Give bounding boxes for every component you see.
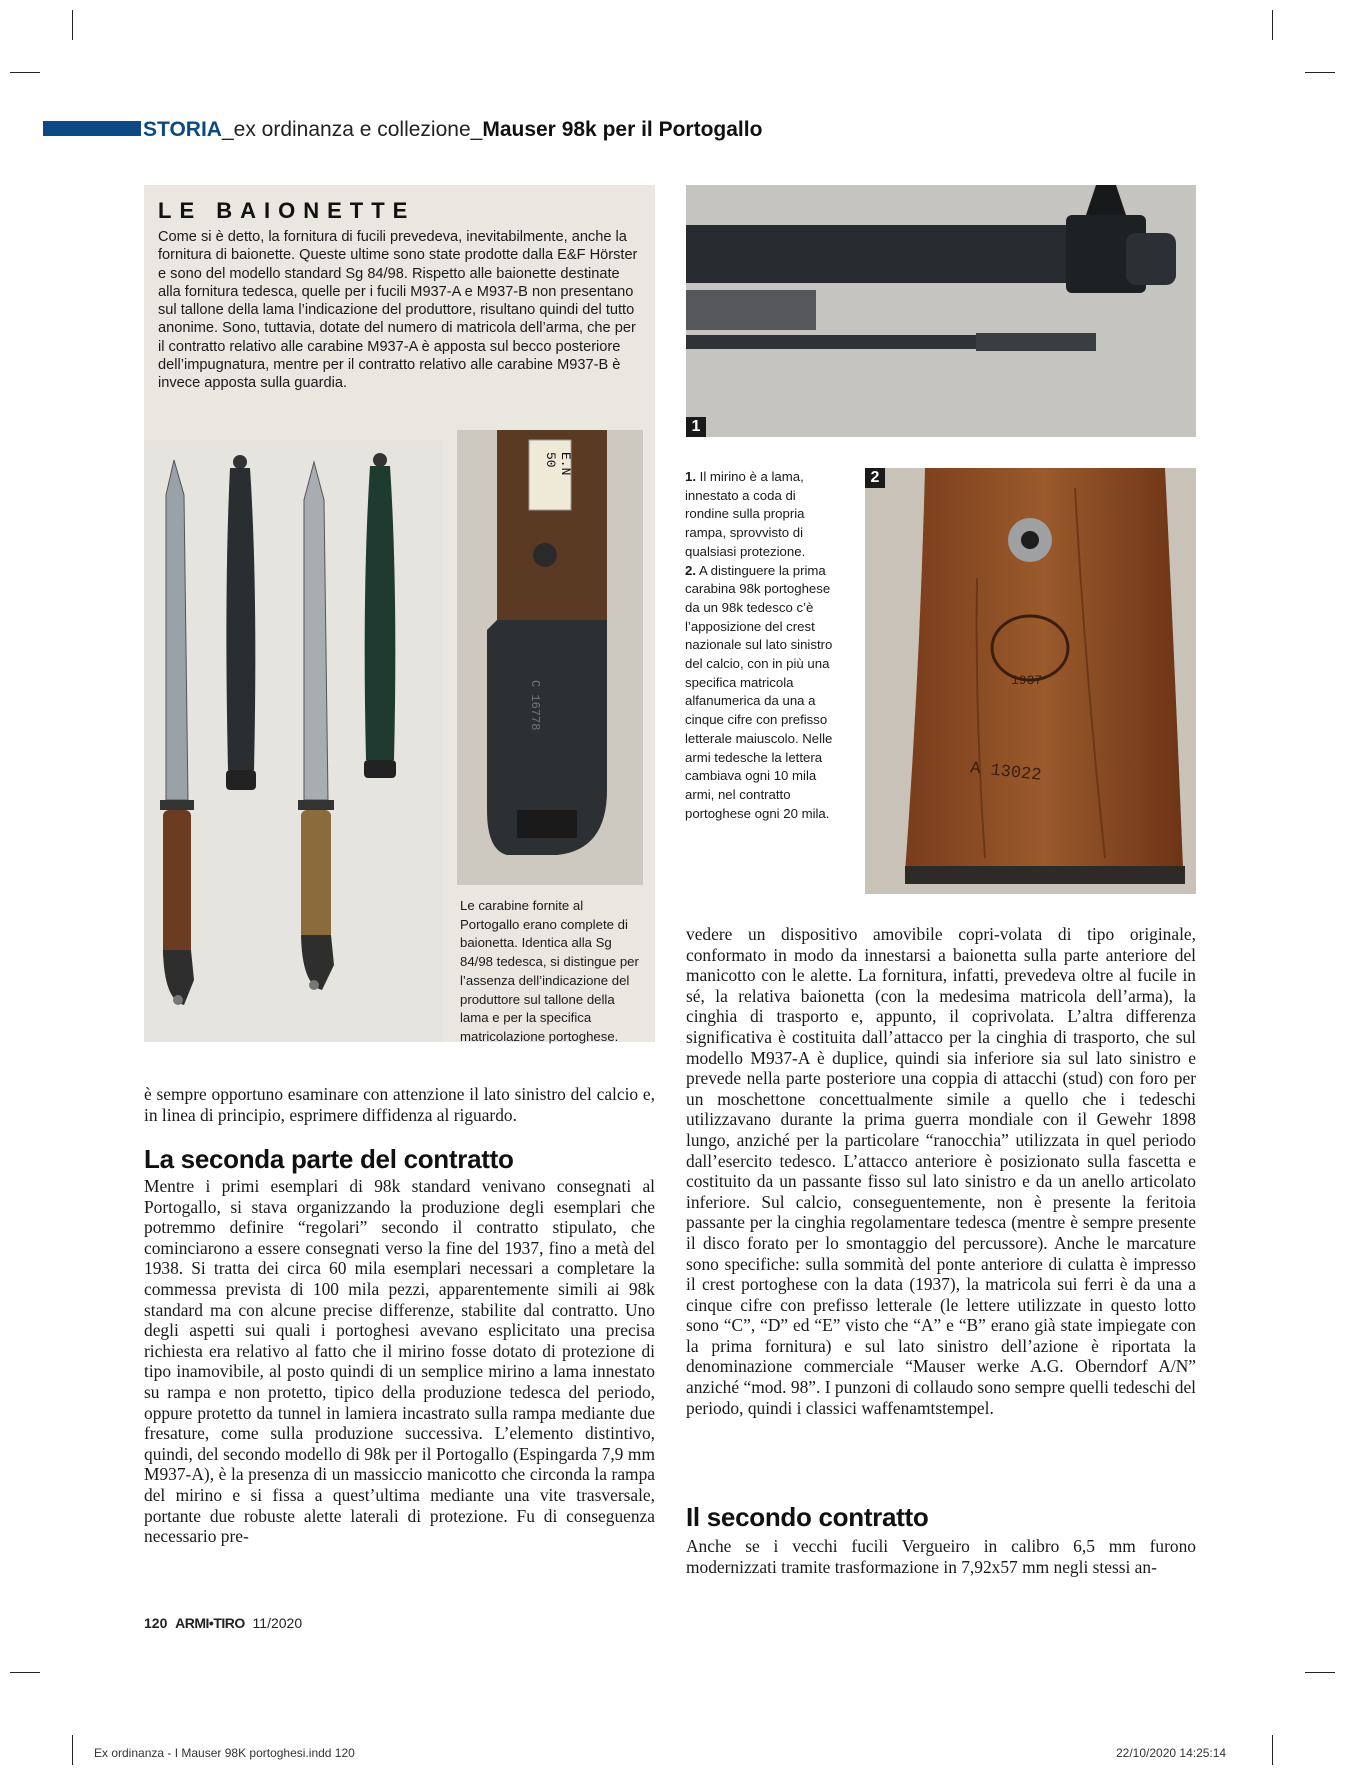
- right-column-closing: Anche se i vecchi fucili Vergueiro in calibro 6,5 mm furono modernizzati tramite trasformazione in 7,92x57 mm negli stessi an-: [686, 1536, 1196, 1577]
- header-text: [143, 118, 762, 142]
- running-header: [43, 118, 1343, 142]
- crop-mark: [72, 1735, 73, 1765]
- bayonet-grip-photo: [457, 430, 643, 885]
- caption-2-number: 2.: [685, 562, 696, 578]
- barrel-illustration: [686, 185, 1196, 437]
- sidebar-text: Come si è detto, la fornitura di fucili prevedeva, inevitabilmente, anche la fornitura di baionette. Queste ultime sono state prodotte dalla E&F Hörster e sono del modello standard Sg 84/98. Rispetto alle baionette destinate alla fornitura tedesca, quelle per i fucili M937-A e M937-B non presentano sul tallone della lama l’indicazione del produttore, risultano quindi del tutto anonime. Sono, tuttavia, dotate del numero di matricola dell’arma, che per il contratto relativo alle carabine M937-A è apposta sul becco posteriore dell’impugnatura, mentre per il contratto relativo alle carabine M937-B è invece apposta sulla guardia.: [158, 229, 638, 392]
- crop-mark: [10, 1672, 40, 1673]
- scabbard-tag-text: E.N 50: [543, 452, 573, 476]
- stock-crest-year: 1937: [1011, 673, 1043, 688]
- bayonets-photo: [144, 440, 443, 1042]
- section-heading-secondo-contratto: Il secondo contratto: [686, 1502, 929, 1532]
- grip-serial-text: C 16778: [528, 680, 542, 731]
- subsection-label: _ex ordinanza e collezione_: [221, 118, 483, 141]
- bayonets-illustration: [144, 440, 443, 1042]
- article-title: Mauser 98k per il Portogallo: [482, 118, 763, 141]
- caption-1-text: Il mirino è a lama, innestato a coda di rondine sulla propria rampa, sprovvisto di qualsiasi protezione.: [685, 469, 806, 559]
- crop-mark: [1305, 1672, 1335, 1673]
- issue-date: 11/2020: [252, 1615, 303, 1631]
- sidebar-title: LE BAIONETTE: [158, 198, 416, 223]
- caption-1-number: 1.: [685, 469, 696, 484]
- crop-mark: [1272, 1735, 1273, 1765]
- photo-1-badge: 1: [686, 417, 706, 437]
- left-column-intro: è sempre opportuno esaminare con attenzione il lato sinistro del calcio e, in linea di principio, esprimere diffidenza al riguardo.: [144, 1084, 655, 1125]
- left-column-paragraph: Mentre i primi esemplari di 98k standard venivano consegnati al Portogallo, si stava organizzando la produzione degli esemplari che potremmo definire “regolari” secondo il contratto stipulato, che cominciarono a essere consegnati verso la fine del 1937, fino a metà del 1938. Si tratta dei circa 60 mila esemplari necessari a completare la commessa prevista di 100 mila pezzi, apparentemente simili ai 98k standard ma con alcune precise differenze, stabilite dal contratto. Uno degli aspetti sui quali i portoghesi avevano esplicitato una precisa richiesta era relativo al fatto che il mirino fosse dotato di protezione di tipo inamovibile, al posto quindi di un semplice mirino a lama innestato su rampa e non protetto, tipico della produzione tedesca del periodo, oppure protetto da tunnel in lamiera incastrato sulla rampa mediante due fresature, come sulla produzione successiva. L’elemento distintivo, quindi, del secondo modello di 98k per il Portogallo (Espingarda 7,9 mm M937-A), è la presenza di un massiccio manicotto che circonda la rampa del mirino e si fissa a quest’ultima mediante una vite trasversale, portante due robuste alette laterali di protezione. Fu di conseguenza necessario pre-: [144, 1176, 655, 1547]
- photo-captions: [685, 468, 837, 823]
- magazine-logo: ARMI•TIRO: [175, 1615, 245, 1631]
- crop-mark: [1272, 10, 1273, 40]
- section-color-bar: [43, 121, 141, 136]
- crop-mark: [10, 72, 40, 73]
- grip-illustration: [457, 430, 643, 885]
- section-label: STORIA: [143, 118, 222, 141]
- photo-2-badge: 2: [865, 468, 885, 488]
- bayonets-caption: Le carabine fornite al Portogallo erano complete di baionetta. Identica alla Sg 84/98 tedesca, si distingue per l’assenza dell’indicazione del produttore sul tallone della lama e per la specifica matricolazione portoghese.: [460, 898, 639, 1044]
- stock-serial: A 13022: [969, 759, 1043, 786]
- stock-photo: [865, 468, 1196, 894]
- caption-2-text: A distinguere la prima carabina 98k portoghese da un 98k tedesco c’è l’apposizione del crest nazionale sul lato sinistro del calcio, con in più una specifica matricola alfanumerica da una a cinque cifre con prefisso letterale maiuscolo. Nelle armi tedesche la lettera cambiava ogni 10 mila armi, nel contratto portoghese ogni 20 mila.: [685, 562, 833, 821]
- crop-mark: [1305, 72, 1335, 73]
- right-column-paragraph: vedere un dispositivo amovibile copri-volata di tipo originale, conformato in modo da innestarsi a baionetta sulla parte anteriore del manicotto con le alette. La fornitura, infatti, prevedeva oltre al fucile in sé, la relativa baionetta (con la medesima matricola dell’arma), la cinghia di trasporto e, appunto, il coprivolata. L’altra differenza significativa è costituita dall’attacco per la cinghia di trasporto, che sul modello M937-A è duplice, quindi sia inferiore sia sul lato sinistro e prevede nella parte posteriore una coppia di attacchi (stud) con foro per un moschettone concettualmente simile a quello che i tedeschi utilizzavano durante la prima guerra mondiale con il Gewehr 1898 lungo, anziché per la particolare “ranocchia” utilizzata in quel periodo dall’esercito tedesco. L’attacco anteriore è posizionato sulla fascetta e costituito da un passante fisso sul lato sinistro e da un anello articolato inferiore. Sul calcio, conseguentemente, non è presente la feritoia passante per la cinghia regolamentare tedesca (mentre è sempre presente il disco forato per lo smontaggio del percussore). Anche le marcature sono specifiche: sulla sommità del ponte anteriore di culatta è impresso il crest portoghese con la data (1937), la matricola sui ferri è da una a cinque cifre con prefisso letterale (le lettere utilizzate in questo lotto sono “C”, “D” ed “E” visto che “A” e “B” erano già state impiegate con la prima fornitura) e sul lato sinistro dell’azione è riportata la denominazione commerciale “Mauser werke A.G. Oberndorf A/N” anziché “mod. 98”. I punzoni di collaudo sono sempre quelli tedeschi del periodo, quindi i classici waffenamtstempel.: [686, 924, 1196, 1418]
- barrel-photo: [686, 185, 1196, 437]
- crop-mark: [72, 10, 73, 40]
- page-number: 120: [144, 1615, 168, 1631]
- section-heading-seconda-parte: La seconda parte del contratto: [144, 1144, 514, 1174]
- page-folio: [144, 1615, 302, 1631]
- slug-file: Ex ordinanza - I Mauser 98K portoghesi.indd 120: [94, 1746, 355, 1760]
- slug-datetime: 22/10/2020 14:25:14: [1116, 1746, 1227, 1760]
